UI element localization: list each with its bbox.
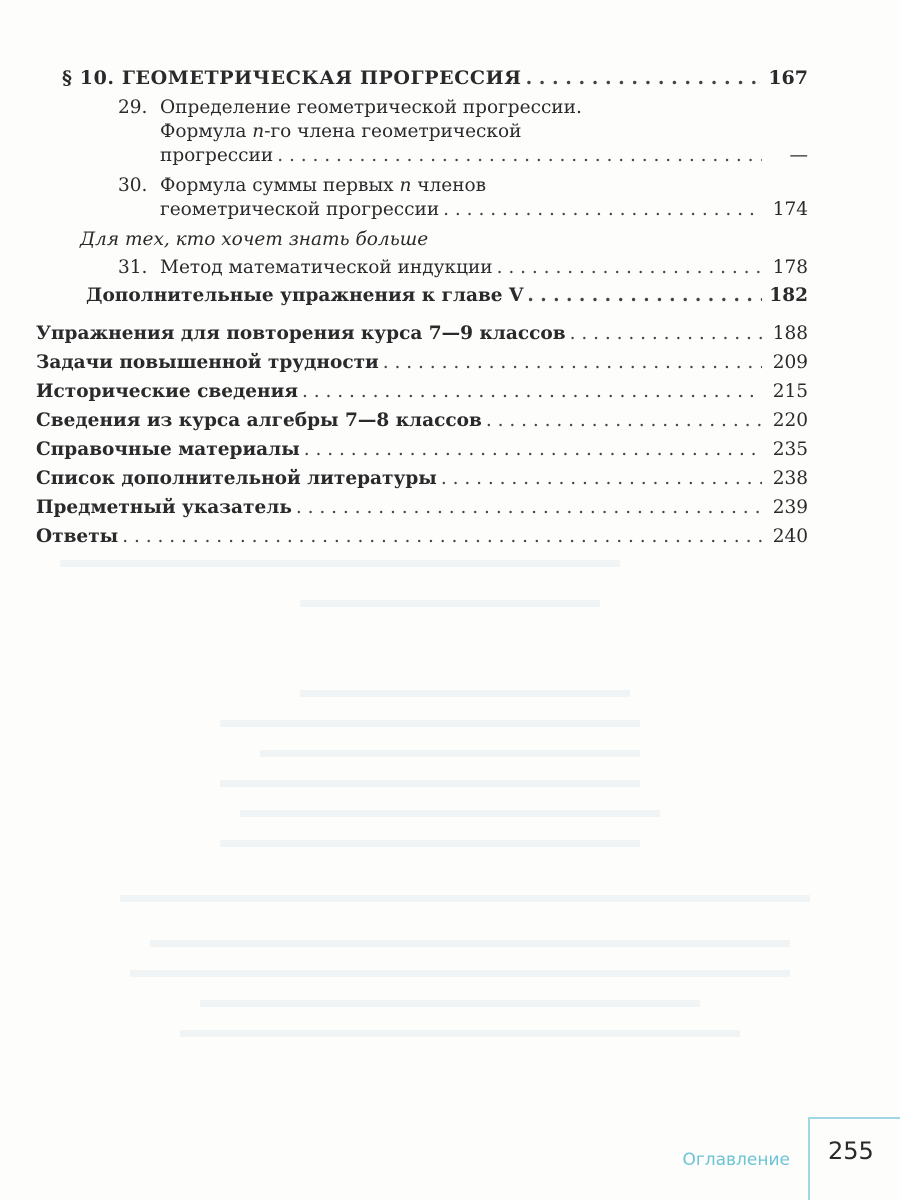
dot-leader <box>441 467 762 491</box>
toc-entry-label: Исторические сведения <box>36 381 298 402</box>
toc-entry-label: Предметный указатель <box>36 497 292 518</box>
math-variable-n: n <box>399 175 412 196</box>
extra-heading: Для тех, кто хочет знать больше <box>80 229 429 250</box>
dot-leader <box>527 284 762 308</box>
toc-entry[interactable] <box>36 438 808 462</box>
toc-entry[interactable] <box>36 322 808 346</box>
toc-item-number: 29. <box>118 97 148 118</box>
math-variable-n: n <box>252 121 265 142</box>
toc-entry-label: Ответы <box>36 526 119 547</box>
toc-section-10[interactable] <box>36 66 808 90</box>
toc-entry-label: Упражнения для повторения курса 7—9 классов <box>36 323 566 344</box>
toc-item-line: Формула суммы первых <box>160 175 400 196</box>
toc-item-31[interactable] <box>36 256 808 280</box>
toc-page-number: 235 <box>772 439 808 460</box>
page-number: 255 <box>828 1137 874 1165</box>
toc-item-line: прогрессии <box>160 145 274 166</box>
toc-entry[interactable] <box>36 380 808 404</box>
toc-page-number: — <box>789 145 808 166</box>
running-footer-title: Оглавление <box>682 1150 790 1170</box>
toc-item-line: Определение геометрической прогрессии. <box>160 97 582 118</box>
dot-leader <box>486 409 762 433</box>
toc-item-line: геометрической прогрессии <box>160 199 440 220</box>
dot-leader <box>277 144 762 168</box>
toc-page-number: 215 <box>772 381 808 402</box>
toc-entry[interactable] <box>36 496 808 520</box>
dot-leader <box>122 525 762 549</box>
toc-page-number: 220 <box>772 410 808 431</box>
table-of-contents <box>36 66 808 554</box>
dot-leader <box>304 438 762 462</box>
toc-item-number: 30. <box>118 175 148 196</box>
toc-page-number: 167 <box>768 67 808 89</box>
toc-item-30[interactable] <box>36 174 808 222</box>
toc-page-number: 178 <box>772 257 808 278</box>
toc-item-number: 31. <box>118 257 148 278</box>
toc-item-label: Метод математической индукции <box>160 257 493 278</box>
toc-page-number: 174 <box>772 199 808 220</box>
toc-entry-label: Задачи повышенной трудности <box>36 352 379 373</box>
toc-item-line: Формула <box>160 121 253 142</box>
toc-main-entries <box>36 322 808 549</box>
dot-leader <box>497 256 762 280</box>
toc-entry-label: Список дополнительной литературы <box>36 468 437 489</box>
dot-leader <box>570 322 762 346</box>
toc-page-number: 240 <box>772 526 808 547</box>
toc-entry-label: Сведения из курса алгебры 7—8 классов <box>36 410 482 431</box>
toc-entry[interactable] <box>36 525 808 549</box>
toc-item-line: членов <box>411 175 487 196</box>
toc-entry[interactable] <box>36 467 808 491</box>
toc-item-29[interactable] <box>36 96 808 168</box>
toc-entry[interactable] <box>36 409 808 433</box>
toc-item-line: -го члена геометрической <box>264 121 522 142</box>
toc-page-number: 209 <box>772 352 808 373</box>
toc-item-label: Дополнительные упражнения к главе V <box>86 285 524 306</box>
dot-leader <box>526 66 762 90</box>
toc-entry-label: Справочные материалы <box>36 439 300 460</box>
toc-entry[interactable] <box>36 351 808 375</box>
toc-page-number: 239 <box>772 497 808 518</box>
dot-leader <box>443 198 762 222</box>
dot-leader <box>383 351 762 375</box>
toc-chapter-exercises[interactable] <box>36 284 808 308</box>
toc-page-number: 238 <box>772 468 808 489</box>
dot-leader <box>296 496 762 520</box>
toc-page-number: 188 <box>772 323 808 344</box>
dot-leader <box>302 380 762 404</box>
toc-section-label: § 10. ГЕОМЕТРИЧЕСКАЯ ПРОГРЕССИЯ <box>62 67 522 89</box>
toc-page-number: 182 <box>769 285 808 306</box>
